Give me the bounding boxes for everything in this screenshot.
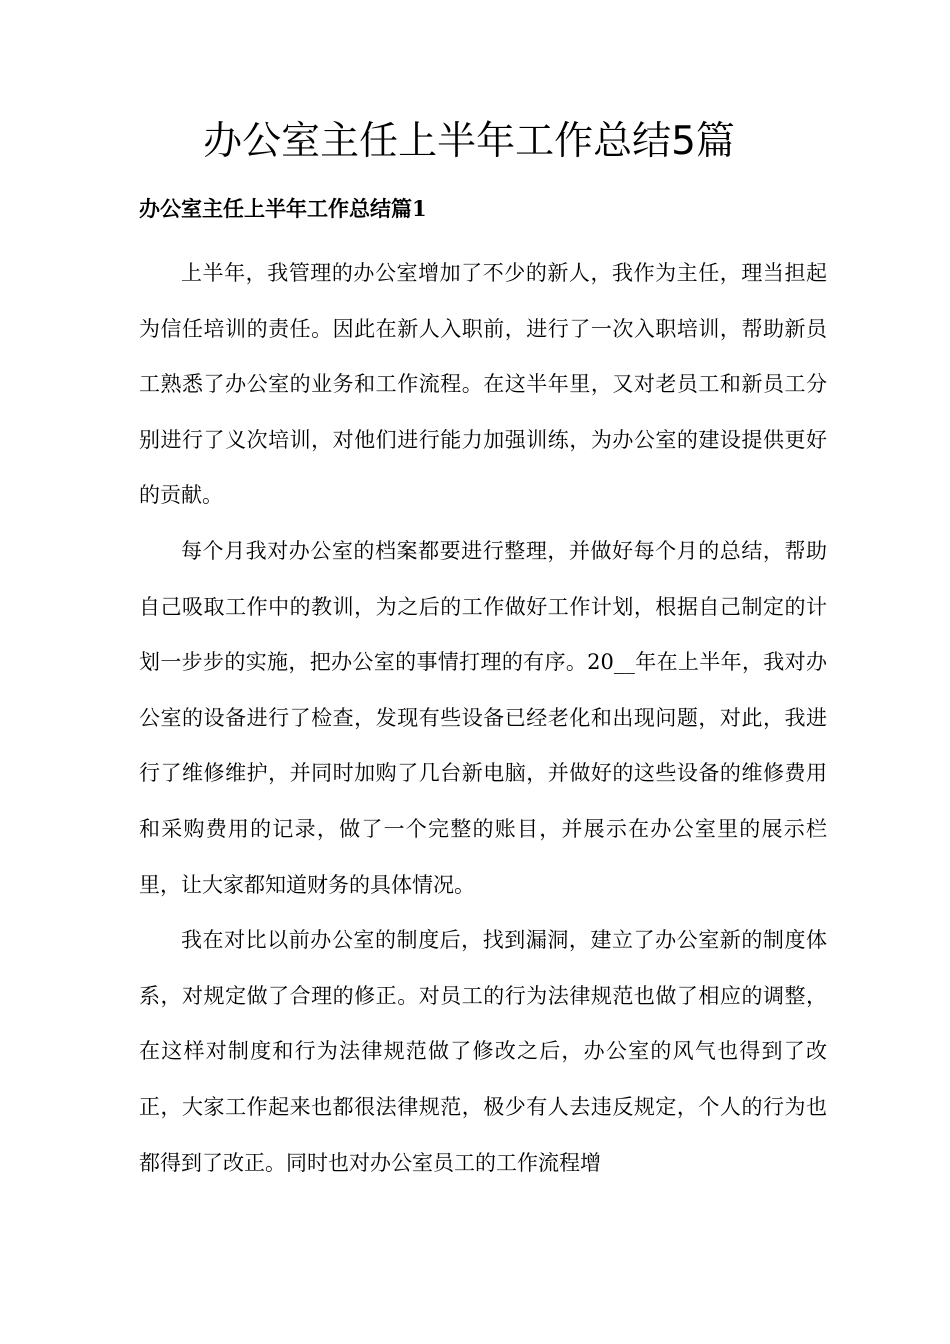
document-body (139, 246, 827, 1191)
paragraph: 每个月我对办公室的档案都要进行整理，并做好每个月的总结，帮助自己吸取工作中的教训，为之后的工作做好工作计划，根据自己制定的计划一步步的实施，把办公室的事情打理的有序。20__年在上半年，我对办公室的设备进行了检查，发现有些设备已经老化和出现问题，对此，我进行了维修维护，并同时加购了几台新电脑，并做好的这些设备的维修费用和采购费用的记录，做了一个完整的账目，并展示在办公室里的展示栏里，让大家都知道财务的具体情况。 (139, 538, 827, 897)
paragraph: 我在对比以前办公室的制度后，找到漏洞，建立了办公室新的制度体系，对规定做了合理的修正。对员工的行为法律规范也做了相应的调整，在这样对制度和行为法律规范做了修改之后，办公室的风气也得到了改正，大家工作起来也都很法律规范，极少有人去违反规定，个人的行为也都得到了改正。同时也对办公室员工的工作流程增 (139, 928, 827, 1175)
section-heading: 办公室主任上半年工作总结篇1 (139, 196, 427, 221)
paragraph: 上半年，我管理的办公室增加了不少的新人，我作为主任，理当担起为信任培训的责任。因此在新人入职前，进行了一次入职培训，帮助新员工熟悉了办公室的业务和工作流程。在这半年里，又对老员工和新员工分别进行了义次培训，对他们进行能力加强训练，为办公室的建设提供更好的贡献。 (139, 261, 827, 508)
document-title: 办公室主任上半年工作总结5篇 (203, 119, 735, 164)
